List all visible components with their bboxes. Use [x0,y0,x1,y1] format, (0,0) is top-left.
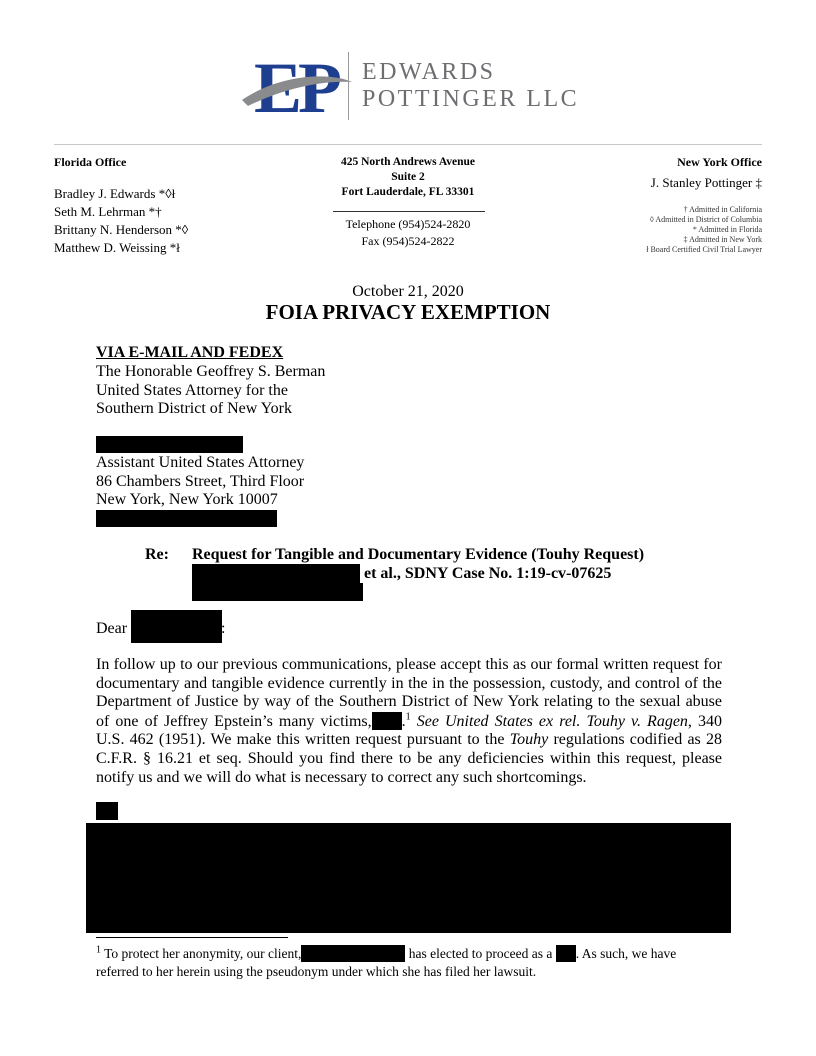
admission-note: ‡ Admitted in New York [683,235,762,244]
address-line: 86 Chambers Street, Third Floor [96,472,305,490]
footnote-ref: 1 [405,711,411,723]
admission-note: † Admitted in California [683,205,762,214]
touhy-term: Touhy [509,731,549,749]
address-line: United States Attorney for the [96,381,288,399]
redaction [192,583,363,601]
footnote-divider [96,937,288,938]
redaction [96,802,118,820]
address-suite: Suite 2 [391,171,425,183]
redaction [96,436,243,453]
logo-monogram: EP [254,48,339,124]
body-text: , 340 U.S. 462 (1951). We make this written request pursuant to the [96,712,722,749]
foia-stamp: FOIA PRIVACY EXEMPTION [265,300,551,324]
admission-note: ł Board Certified Civil Trial Lawyer [646,245,762,254]
re-subject: Request for Tangible and Documentary Evidence (Touhy Request) [192,546,645,563]
re-case-number: et al., SDNY Case No. 1:19-cv-07625 [364,565,612,582]
footnote-number: 1 [96,944,101,956]
address-city: Fort Lauderdale, FL 33301 [341,186,475,198]
admission-note: ◊ Admitted in District of Columbia [649,215,762,224]
address-divider [333,211,485,212]
redaction [301,945,405,962]
fax: Fax (954)524-2822 [361,234,455,248]
delivery-method: VIA E-MAIL AND FEDEX [96,344,284,361]
logo-divider [348,52,349,120]
redaction [96,510,277,527]
florida-lawyers-list [54,185,188,257]
footnote [96,945,722,980]
firm-address [308,155,508,200]
redaction [192,564,360,583]
footnote-text: . As such, we have referred to her herein using the pseudonym under which she has filed her lawsuit. [96,946,677,979]
redaction [556,945,576,962]
florida-office-label: Florida Office [54,155,127,169]
salutation-colon: : [221,620,226,637]
address-line: Southern District of New York [96,400,292,417]
header-divider [54,144,762,145]
ny-office-label: New York Office [677,155,762,169]
redaction [131,610,222,643]
address-line: New York, New York 10007 [96,491,278,508]
lawyer-name: Brittany N. Henderson *◊ [54,222,189,237]
firm-name-line2: POTTINGER LLC [362,86,580,112]
redaction [372,712,402,730]
redaction-block [86,823,731,933]
case-citation: Touhy v. Ragen [586,712,688,730]
admissions-legend [560,205,762,255]
salutation: Dear [96,620,128,637]
firm-contact [308,216,508,250]
addressee-block [96,363,325,419]
body-text: See United States ex rel. [410,712,587,730]
lawyer-name: Bradley J. Edwards *◊ł [54,186,176,201]
footnote-text: has elected to proceed as a [405,946,553,961]
address-line: Assistant United States Attorney [96,454,305,471]
lawyer-name: Seth M. Lehrman *† [54,204,162,219]
addressee-block-2 [96,454,304,510]
address-line: The Honorable Geoffrey S. Berman [96,363,326,380]
body-text: regulations codified as 28 C.F.R. § 16.21 et seq. Should you find there to be any deficiencies within this request, please notify us and we will do what is necessary to correct any such shortcomings. [96,731,723,786]
ny-lawyer-name: J. Stanley Pottinger ‡ [650,175,762,190]
body-text: In follow up to our previous communications, please accept this as our formal written request for documentary and tangible evidence currently in the in the possession, custody, and control of the Department of Justice by way of the Southern District of New York relating to the sexual abuse of one of Jeffrey Epstein’s many victims, [96,656,722,730]
footnote-text: To protect her anonymity, our client, [101,946,302,961]
admission-note: * Admitted in Florida [692,225,762,234]
body-paragraph [96,656,722,787]
body-text: . [401,712,406,730]
lawyer-name: Matthew D. Weissing *ł [54,240,180,255]
letter-date: October 21, 2020 [352,283,464,300]
telephone: Telephone (954)524-2820 [345,217,471,231]
address-street: 425 North Andrews Avenue [340,156,476,168]
firm-name-line1: EDWARDS [362,59,496,85]
re-label: Re: [145,546,169,563]
